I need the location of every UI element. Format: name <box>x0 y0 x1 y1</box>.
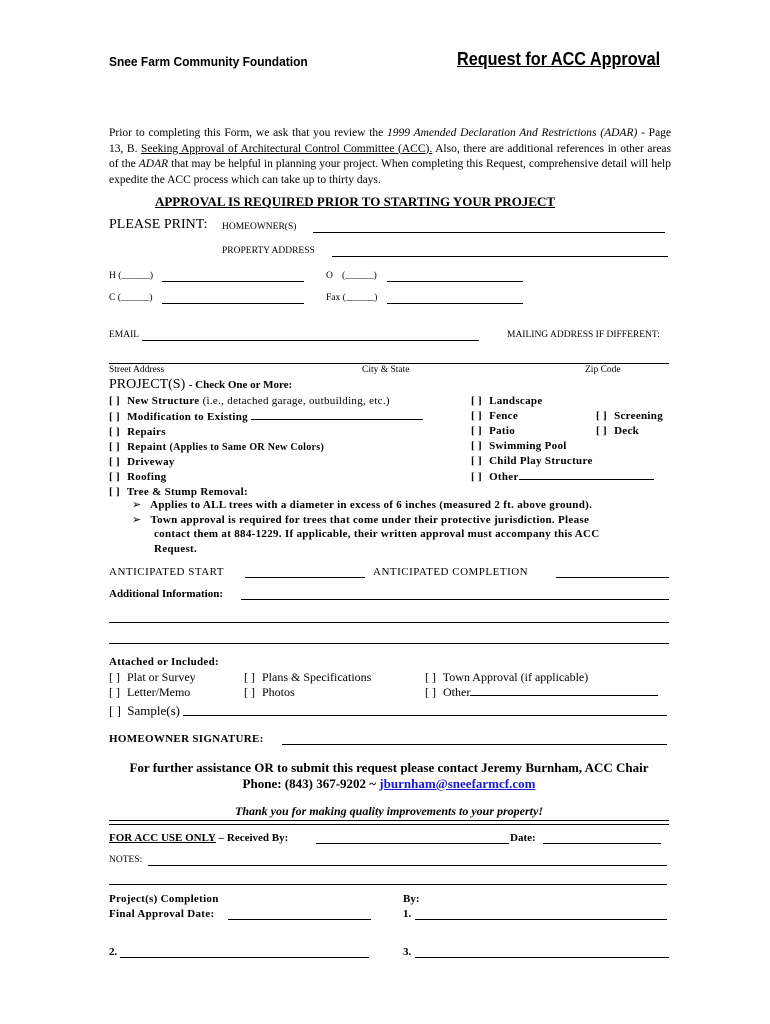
office-phone-field[interactable] <box>387 281 523 282</box>
project-swimming-pool[interactable]: [ ] Swimming Pool <box>471 439 654 454</box>
project-repaint[interactable]: [ ] Repaint (Applies to Same OR New Colors) <box>109 440 423 455</box>
project-deck[interactable]: [ ] Deck <box>596 424 663 439</box>
attached-other-field[interactable] <box>470 685 658 696</box>
project-list-far-right <box>596 409 663 439</box>
approver-2-label: 2. <box>109 946 118 958</box>
approver-2-field[interactable] <box>120 957 369 958</box>
anticipated-completion-label: ANTICIPATED COMPLETION <box>373 566 529 578</box>
acc-use-line <box>109 832 288 844</box>
project-driveway[interactable]: [ ] Driveway <box>109 455 423 470</box>
arrow-bullet-icon <box>132 499 142 511</box>
received-by-label: – Received By: <box>218 832 289 844</box>
contact-phone-line <box>0 776 770 792</box>
project-list-right <box>471 394 654 485</box>
office-phone-area: (______) <box>342 271 377 281</box>
date-label: Date: <box>510 832 536 844</box>
attached-plat-survey[interactable]: [ ] Plat or Survey <box>109 670 196 685</box>
please-print-label: PLEASE PRINT: <box>109 217 208 232</box>
tree-bullet-1 <box>132 498 592 511</box>
approver-1-field[interactable] <box>415 919 667 920</box>
intro-text-4: that may be helpful in planning your project. When completing this Request, comprehensive detail will help expedite the ACC process which can take up to thirty days. <box>109 158 671 186</box>
email-label: EMAIL <box>109 330 140 340</box>
org-name: Snee Farm Community Foundation <box>109 54 308 69</box>
by-label: By: <box>403 893 420 905</box>
anticipated-start-label: ANTICIPATED START <box>109 566 225 578</box>
attached-photos[interactable]: [ ] Photos <box>244 685 371 700</box>
attached-other[interactable]: [ ] Other <box>425 685 658 700</box>
page-title: Request for ACC Approval <box>457 49 661 69</box>
signature-label: HOMEOWNER SIGNATURE: <box>109 733 264 745</box>
contact-line: For further assistance OR to submit this request please contact Jeremy Burnham, ACC Chair <box>129 760 649 775</box>
project-modification[interactable]: [ ] Modification to Existing <box>109 409 423 425</box>
additional-info-label: Additional Information: <box>109 588 223 600</box>
notes-field-1[interactable] <box>148 865 667 866</box>
date-field[interactable] <box>543 843 661 844</box>
additional-info-field-3[interactable] <box>109 643 669 644</box>
project-other[interactable]: [ ] Other <box>471 469 654 485</box>
approver-3-label: 3. <box>403 946 412 958</box>
project-patio[interactable]: [ ] Patio <box>471 424 654 439</box>
intro-text-1: Prior to completing this Form, we ask that you review the <box>109 127 384 139</box>
contact-phone: Phone: (843) 367-9202 ~ <box>242 776 377 791</box>
attached-letter-memo[interactable]: [ ] Letter/Memo <box>109 685 196 700</box>
home-phone-label: H (______) <box>109 271 154 281</box>
attached-col-2 <box>244 670 371 700</box>
signature-field[interactable] <box>282 744 667 745</box>
new-structure-note: (i.e., detached garage, outbuilding, etc.) <box>202 395 390 407</box>
tree-bullet-2 <box>132 513 589 526</box>
project-landscape[interactable]: [ ] Landscape <box>471 394 654 409</box>
approver-1-label: 1. <box>403 908 412 920</box>
attached-title: Attached or Included: <box>109 656 219 668</box>
attached-town-approval[interactable]: [ ] Town Approval (if applicable) <box>425 670 658 685</box>
adar-abbrev: ADAR <box>138 158 169 170</box>
acc-reference: Seeking Approval of Architectural Control Committee (ACC). <box>141 142 433 155</box>
final-approval-field[interactable] <box>228 919 371 920</box>
notes-field-2[interactable] <box>109 884 667 885</box>
samples-field[interactable] <box>183 715 667 716</box>
completion-label: Project(s) Completion <box>109 893 219 905</box>
modification-field[interactable] <box>251 409 423 420</box>
homeowner-label: HOMEOWNER(S) <box>222 222 297 232</box>
cell-phone-field[interactable] <box>162 303 304 304</box>
attached-col-1 <box>109 670 196 700</box>
project-screening[interactable]: [ ] Screening <box>596 409 663 424</box>
office-phone-label: O <box>326 271 333 281</box>
adar-title: 1999 Amended Declaration And Restrictions (ADAR) <box>387 127 638 139</box>
projects-heading <box>109 377 292 393</box>
project-roofing[interactable]: [ ] Roofing <box>109 470 423 485</box>
property-address-label: PROPERTY ADDRESS <box>222 246 315 256</box>
attached-plans[interactable]: [ ] Plans & Specifications <box>244 670 371 685</box>
tree-bullet-2-line2: contact them at 884-1229. If applicable, their written approval must accompany this ACC <box>154 528 600 540</box>
approver-3-field[interactable] <box>415 957 669 958</box>
section-divider <box>109 820 669 825</box>
fax-label: Fax (______) <box>326 293 378 303</box>
tree-bullet-1-text: Applies to ALL trees with a diameter in excess of 6 inches (measured 2 ft. above ground). <box>150 499 593 511</box>
project-repairs[interactable]: [ ] Repairs <box>109 425 423 440</box>
property-address-field[interactable] <box>332 256 668 257</box>
intro-text-2: - Page 13, B. <box>109 127 672 155</box>
project-new-structure[interactable]: [ ] New Structure (i.e., detached garage, outbuilding, etc.) <box>109 394 423 409</box>
additional-info-field-2[interactable] <box>109 622 669 623</box>
zip-code-caption: Zip Code <box>585 365 621 375</box>
email-field[interactable] <box>142 340 479 341</box>
projects-title: PROJECT(S) <box>109 377 186 392</box>
projects-subtitle: - Check One or More: <box>188 379 293 391</box>
arrow-bullet-icon <box>132 514 142 526</box>
acc-use-label: FOR ACC USE ONLY <box>109 832 216 844</box>
fax-field[interactable] <box>387 303 523 304</box>
project-fence[interactable]: [ ] Fence <box>471 409 654 424</box>
project-other-field[interactable] <box>519 469 654 480</box>
approval-heading: APPROVAL IS REQUIRED PRIOR TO STARTING YOUR PROJECT <box>154 194 556 209</box>
additional-info-field-1[interactable] <box>241 599 669 600</box>
repaint-note: (Applies to Same OR New Colors) <box>169 442 325 453</box>
attached-samples[interactable]: [ ] Sample(s) <box>109 703 180 719</box>
project-list-left <box>109 394 423 500</box>
intro-text-3: Also, there are additional references in other areas of the <box>109 142 671 170</box>
thanks-message: Thank you for making quality improvements to your property! <box>234 804 543 818</box>
city-state-caption: City & State <box>362 365 410 375</box>
home-phone-field[interactable] <box>162 281 304 282</box>
intro-paragraph <box>109 126 671 188</box>
final-approval-label: Final Approval Date: <box>109 908 215 920</box>
contact-email-link[interactable]: jburnham@sneefarmcf.com <box>379 776 536 791</box>
mailing-address-field[interactable] <box>109 363 669 364</box>
cell-phone-label: C (______) <box>109 293 153 303</box>
homeowner-field[interactable] <box>313 232 665 233</box>
received-by-field[interactable] <box>316 843 509 844</box>
project-child-play[interactable]: [ ] Child Play Structure <box>471 454 654 469</box>
attached-col-3 <box>425 670 658 700</box>
tree-bullet-2-line3: Request. <box>154 543 198 555</box>
mailing-address-label: MAILING ADDRESS IF DIFFERENT: <box>507 330 660 340</box>
anticipated-start-field[interactable] <box>245 577 365 578</box>
street-address-caption: Street Address <box>109 365 165 375</box>
notes-label: NOTES: <box>109 855 143 865</box>
project-tree-removal[interactable]: [ ] Tree & Stump Removal: <box>109 485 423 500</box>
anticipated-completion-field[interactable] <box>556 577 669 578</box>
tree-bullet-2-text: Town approval is required for trees that come under their protective jurisdiction. Please <box>150 514 590 526</box>
